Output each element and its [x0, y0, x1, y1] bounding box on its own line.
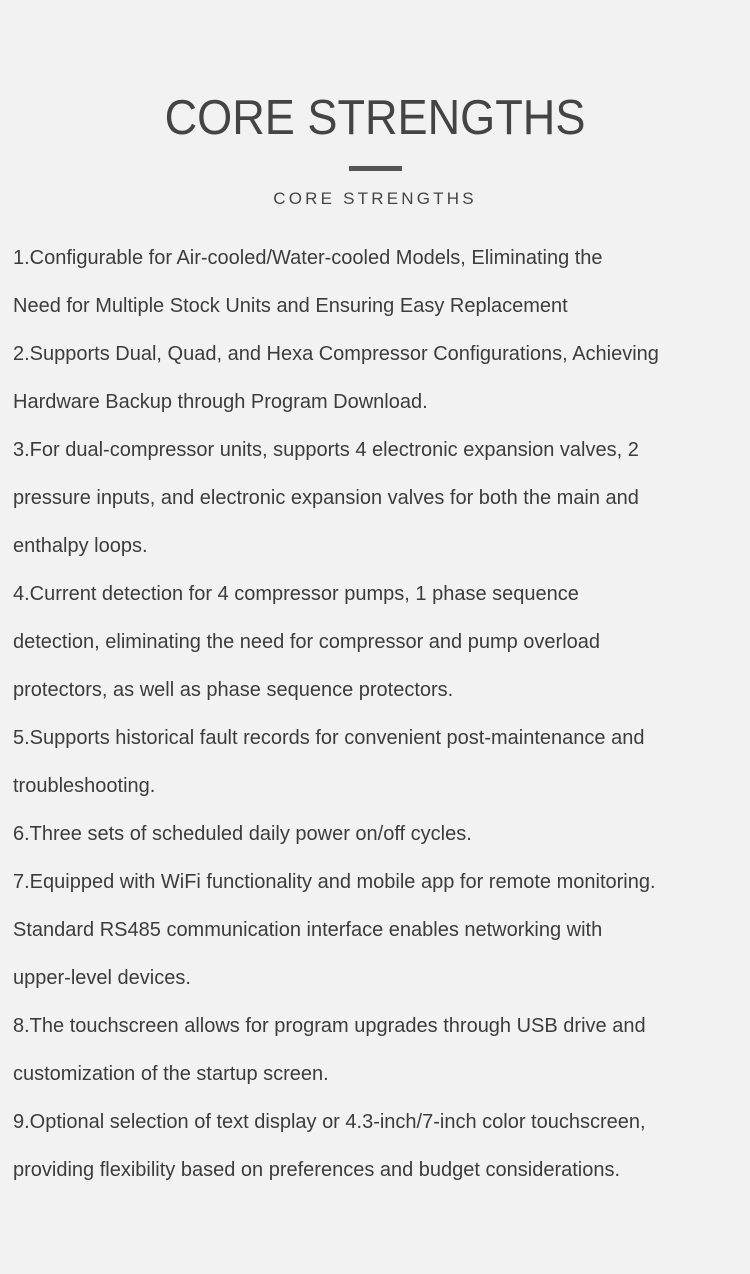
strength-line: troubleshooting. — [13, 775, 156, 797]
strength-line: pressure inputs, and electronic expansion valves for both the main and — [13, 487, 639, 509]
strength-line: customization of the startup screen. — [13, 1063, 329, 1085]
strengths-list — [13, 234, 745, 1194]
title-divider — [349, 166, 402, 171]
strength-item — [13, 426, 745, 570]
strength-line: 1.Configurable for Air-cooled/Water-cooled Models, Eliminating the — [13, 247, 603, 269]
strength-line: 7.Equipped with WiFi functionality and mobile app for remote monitoring. — [13, 871, 656, 893]
strength-line: 6.Three sets of scheduled daily power on/off cycles. — [13, 823, 472, 845]
strength-item — [13, 1098, 745, 1194]
strength-line: protectors, as well as phase sequence protectors. — [13, 679, 454, 701]
strength-line: 9.Optional selection of text display or 4.3-inch/7-inch color touchscreen, — [13, 1111, 646, 1133]
strength-line: 2.Supports Dual, Quad, and Hexa Compressor Configurations, Achieving — [13, 343, 659, 365]
strength-item — [13, 234, 745, 330]
strength-line: Standard RS485 communication interface enables networking with — [13, 919, 603, 941]
strength-line: Need for Multiple Stock Units and Ensuring Easy Replacement — [13, 295, 568, 317]
strength-item — [13, 570, 745, 714]
strength-line: Hardware Backup through Program Download. — [13, 391, 428, 413]
page-subtitle: CORE STRENGTHS — [273, 189, 477, 208]
strength-item — [13, 810, 745, 858]
strength-line: upper-level devices. — [13, 967, 191, 989]
strength-line: 4.Current detection for 4 compressor pumps, 1 phase sequence — [13, 583, 579, 605]
strength-item — [13, 858, 745, 1002]
strength-item — [13, 1002, 745, 1098]
strength-line: detection, eliminating the need for compressor and pump overload — [13, 631, 601, 653]
strength-line: enthalpy loops. — [13, 535, 148, 557]
strength-line: 3.For dual-compressor units, supports 4 electronic expansion valves, 2 — [13, 439, 639, 461]
strength-line: 5.Supports historical fault records for convenient post-maintenance and — [13, 727, 645, 749]
strength-item — [13, 714, 745, 810]
strength-item — [13, 330, 745, 426]
strength-line: providing flexibility based on preferences and budget considerations. — [13, 1159, 621, 1181]
strength-line: 8.The touchscreen allows for program upgrades through USB drive and — [13, 1015, 646, 1037]
page-title: CORE STRENGTHS — [164, 91, 586, 145]
